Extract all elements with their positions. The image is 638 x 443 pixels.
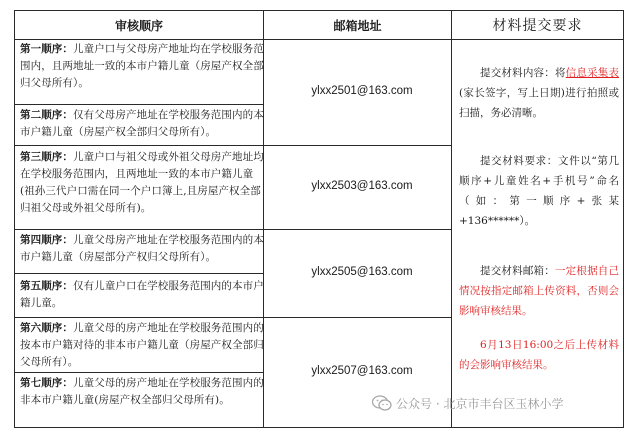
order-6-label: 第六顺序： [20,322,73,334]
order-2-label: 第二顺序： [20,109,73,121]
req-email [459,261,619,321]
order-5 [20,278,265,312]
order-1-label: 第一顺序： [20,43,73,55]
order-5-label: 第五顺序： [20,280,73,292]
order-6 [20,320,265,371]
req-format: 提交材料要求：文件以“第几顺序+儿童姓名+手机号”命名（如：第一顺序+张某+136******）。 [459,155,619,227]
order-1 [20,41,265,92]
order-1-text: 儿童户口与父母房产地址均在学校服务范围内，且两地址一致的本市户籍儿童（房屋产权全部归父母所有）。 [20,43,264,89]
email-address[interactable]: ylxx2505@163.com [311,266,413,278]
watermark-text: 公众号 · 北京市丰台区玉林小学 [396,396,564,411]
order-3-label: 第三顺序： [20,151,73,163]
order-5-text: 仅有儿童户口在学校服务范围内的本市户籍儿童。 [20,280,264,309]
wechat-icon [372,395,392,411]
order-3 [20,149,265,217]
order-6-text: 儿童父母的房产地址在学校服务范围内的按本市户籍对待的非本市户籍儿童（房屋产权全部归父母所有）。 [20,322,264,368]
email-address[interactable]: ylxx2503@163.com [311,180,413,192]
row-divider [15,372,263,373]
row-divider [15,273,263,274]
order-7 [20,375,265,409]
order-3-text: 儿童户口与祖父母或外祖父母房产地址均在学校服务范围内，且两地址一致的本市户籍儿童(祖孙三代户口需在同一个户口簿上,且房屋产权全部归祖父母或外祖父母所有)。 [20,151,264,214]
row-divider [15,229,451,230]
req-email-warning: 一定根据自己情况按指定邮箱上传资料，否则会影响审核结果。 [459,265,620,317]
order-4 [20,232,265,266]
order-4-text: 儿童父母房产地址在学校服务范围内的本市户籍儿童（房屋部分产权归父母所有）。 [20,234,264,263]
order-7-text: 儿童父母的房产地址在学校服务范围内的非本市户籍儿童(房屋产权全部归父母所有)。 [20,377,264,406]
header-requirements: 材料提交要求 [492,18,583,34]
order-2 [20,107,265,141]
req-content-suffix: (家长签字，写上日期)进行拍照或扫描，务必清晰。 [459,87,619,119]
req-content [459,63,619,123]
email-address[interactable]: ylxx2507@163.com [311,365,413,377]
req-email-prefix: 提交材料邮箱： [480,265,555,277]
info-form-link[interactable]: 信息采集表 [565,67,620,79]
header-email: 邮箱地址 [333,18,382,33]
admission-table [14,10,624,428]
row-divider [15,145,451,146]
header-order: 审核顺序 [114,18,163,33]
order-4-label: 第四顺序： [20,234,73,246]
order-7-label: 第七顺序： [20,377,73,389]
row-divider [15,317,451,318]
row-divider [15,104,263,105]
header-divider [15,39,623,40]
email-address[interactable]: ylxx2501@163.com [311,85,413,97]
wechat-watermark [372,393,563,413]
req-content-prefix: 提交材料内容：将 [480,67,566,79]
order-2-text: 仅有父母房产地址在学校服务范围内的本市户籍儿童（房屋产权全部归父母所有）。 [20,109,264,138]
req-deadline: 6月13日16:00之后上传材料的会影响审核结果。 [459,339,619,371]
